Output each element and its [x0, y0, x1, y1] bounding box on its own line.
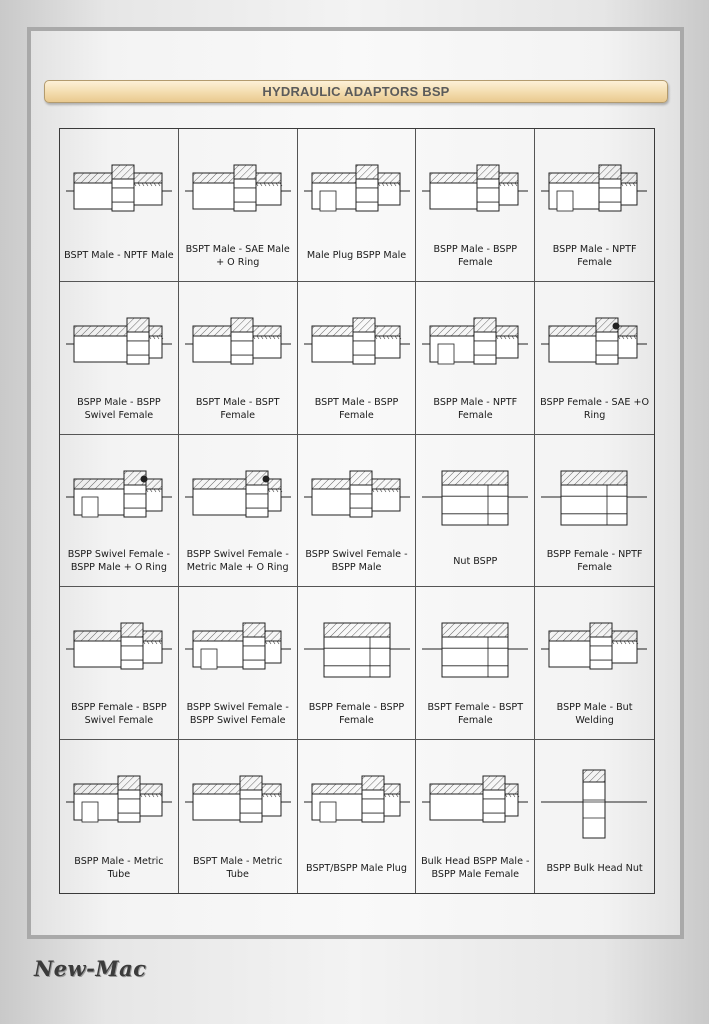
male-female-adaptor-icon: [420, 296, 530, 388]
swivel-adaptor-icon: [64, 296, 174, 388]
adaptor-label: BSPP Male - BSPP Female: [433, 243, 518, 268]
adaptor-label: BSPP Male - NPTF Female: [433, 396, 518, 421]
adaptor-cell: [535, 282, 654, 435]
adaptor-cell: [535, 435, 654, 588]
female-female-adaptor-icon: [302, 601, 412, 693]
adaptor-cell: [298, 587, 417, 740]
adaptor-cell: [535, 740, 654, 893]
adaptor-cell: [416, 129, 535, 282]
adaptor-cell: [179, 435, 298, 588]
adaptor-label: BSPT Male - BSPT Female: [195, 396, 280, 421]
adaptor-cell: [416, 587, 535, 740]
bulkhead-adaptor-icon: [420, 754, 530, 846]
adaptor-cell: [60, 282, 179, 435]
adaptor-label: Nut BSPP: [453, 555, 498, 567]
female-female-adaptor-icon: [420, 601, 530, 693]
adaptor-label: BSPP Female - BSPP Female: [308, 702, 405, 727]
male-plug-icon: [302, 143, 412, 235]
male-female-adaptor-icon: [302, 296, 412, 388]
adaptor-cell: [298, 282, 417, 435]
adaptor-label: BSPT Male - BSPP Female: [314, 396, 399, 421]
swivel-adaptor-icon: [64, 601, 174, 693]
male-female-adaptor-icon: [183, 296, 293, 388]
adaptor-label: BSPT Male - SAE Male + O Ring: [185, 243, 290, 268]
adaptor-cell: [535, 129, 654, 282]
adaptor-label: BSPP Swivel Female - BSPP Male: [305, 549, 408, 574]
swivel-oring-adaptor-icon: [183, 449, 293, 541]
swivel-swivel-adaptor-icon: [183, 601, 293, 693]
adaptor-label: BSPT Female - BSPT Female: [427, 702, 524, 727]
adaptor-cell: [535, 587, 654, 740]
bulkhead-nut-icon: [539, 754, 649, 846]
adaptor-label: BSPP Male - BSPP Swivel Female: [77, 396, 161, 421]
adaptor-cell: [60, 740, 179, 893]
swivel-oring-adaptor-icon: [64, 449, 174, 541]
adaptor-cell: [298, 129, 417, 282]
male-female-adaptor-icon: [420, 143, 530, 235]
adaptor-label: BSPP Female - BSPP Swivel Female: [71, 702, 167, 727]
adaptor-cell: [298, 435, 417, 588]
female-oring-adaptor-icon: [539, 296, 649, 388]
tube-adaptor-icon: [183, 754, 293, 846]
adaptor-label: BSPP Female - SAE +O Ring: [540, 396, 650, 421]
adaptor-label: Male Plug BSPP Male: [306, 250, 407, 262]
adaptor-label: BSPT Male - NPTF Male: [64, 250, 174, 262]
adaptor-label: BSPP Swivel Female - Metric Male + O Ring: [186, 549, 289, 574]
adaptor-catalog-grid: [59, 128, 655, 894]
adaptor-cell: [179, 740, 298, 893]
page-title: HYDRAULIC ADAPTORS BSP: [44, 80, 668, 103]
adaptor-cell: [60, 435, 179, 588]
adaptor-cell: [416, 740, 535, 893]
swivel-adaptor-icon: [302, 449, 412, 541]
male-female-adaptor-icon: [539, 143, 649, 235]
nut-icon: [420, 449, 530, 541]
adaptor-label: Bulk Head BSPP Male - BSPP Male Female: [421, 856, 530, 880]
adaptor-label: BSPP Bulk Head Nut: [546, 862, 643, 874]
tube-adaptor-icon: [64, 754, 174, 846]
brand-logo: New-Mac: [34, 956, 147, 981]
adaptor-label: BSPP Male - NPTF Female: [552, 243, 637, 268]
adaptor-cell: [416, 282, 535, 435]
adaptor-label: BSPP Female - NPTF Female: [546, 549, 643, 574]
adaptor-label: BSPP Male - But Welding: [556, 702, 633, 727]
adaptor-cell: [179, 282, 298, 435]
butt-weld-adaptor-icon: [539, 601, 649, 693]
adaptor-cell: [416, 435, 535, 588]
adaptor-cell: [179, 587, 298, 740]
adaptor-cell: [60, 587, 179, 740]
adaptor-cell: [298, 740, 417, 893]
adaptor-label: BSPP Swivel Female - BSPP Male + O Ring: [67, 549, 171, 574]
adaptor-label: BSPT Male - Metric Tube: [193, 856, 283, 880]
male-male-adaptor-icon: [64, 143, 174, 235]
male-plug-icon: [302, 754, 412, 846]
female-female-adaptor-icon: [539, 449, 649, 541]
adaptor-label: BSPT/BSPP Male Plug: [306, 862, 407, 874]
adaptor-cell: [179, 129, 298, 282]
male-male-oring-adaptor-icon: [183, 143, 293, 235]
adaptor-label: BSPP Male - Metric Tube: [74, 856, 164, 880]
adaptor-cell: [60, 129, 179, 282]
adaptor-label: BSPP Swivel Female - BSPP Swivel Female: [186, 702, 289, 727]
